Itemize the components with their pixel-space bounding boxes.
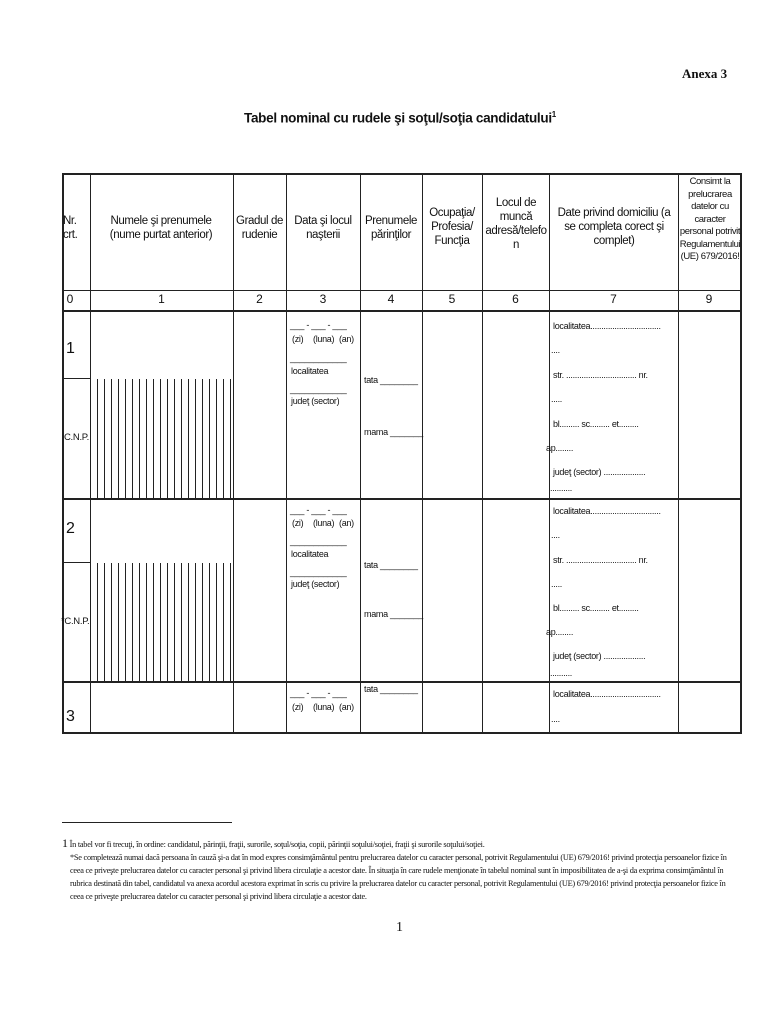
birth-date-line-1: ___ - ___ - ___ — [290, 320, 347, 330]
birth-zi-1: (zi) — [292, 334, 304, 344]
birth-blank-2b: ____________ — [290, 567, 347, 577]
parent-tata-3: tata ________ — [364, 684, 418, 694]
col-number-5: 5 — [448, 292, 456, 306]
annex-label: Anexa 3 — [682, 66, 728, 81]
parent-mama-1: mama _______ — [364, 427, 423, 437]
birth-zi-2: (zi) — [292, 518, 304, 528]
col-number-9: 9 — [705, 292, 713, 306]
header-domicile: Date privind domiciliu (a se completa corect şi complet) — [557, 207, 671, 247]
birth-blank-1a: ____________ — [290, 353, 347, 363]
birth-blank-2a: ____________ — [290, 536, 347, 546]
footnote-rule — [62, 822, 232, 823]
cnp-label-2: *C.N.P. — [61, 616, 90, 627]
dom-str-2: str. ................................ nr. — [553, 555, 648, 565]
dom-bl-2: bl......... sc......... et......... — [553, 603, 639, 613]
dom-cont2-1: ..... — [551, 394, 563, 404]
dom-judet-2: judeţ (sector) ................... — [553, 651, 646, 661]
page-title — [0, 110, 770, 126]
header-workplace: Locul de muncă adresă/telefo n — [485, 197, 547, 251]
footnote-1-text: În tabel vor fi trecuţi, în ordine: candidatul, părinţii, fraţii, surorile, soţul/soţia, copii, părinţii soţului/soţiei, fraţii şi surorile soţului/soţiei. — [69, 840, 485, 849]
birth-blank-1b: ____________ — [290, 384, 347, 394]
birth-localitatea-2: localitatea — [291, 549, 329, 559]
dom-cont1-2: .... — [551, 530, 560, 540]
page-number: 1 — [396, 920, 403, 935]
col-number-4: 4 — [387, 292, 395, 306]
dom-str-1: str. ................................ nr. — [553, 370, 648, 380]
cnp-label-1: C.N.P. — [64, 432, 89, 443]
dom-cont1-1: .... — [551, 345, 560, 355]
parent-tata-2: tata ________ — [364, 560, 418, 570]
birth-judet-2: judeţ (sector) — [291, 579, 340, 589]
header-consent: Consimt la prelucrarea datelor cu caracter personal potrivit Regulamentului (UE) 679/2016! — [679, 176, 741, 262]
dom-ap-2: ap........ — [546, 627, 574, 637]
col-number-6: 6 — [512, 292, 519, 306]
footnote-2: *Se completează numai dacă persoana în cauză şi-a dat în mod expres consimţământul pentru prelucrarea datelor cu caracter personal, potrivit Regulamentului (UE) 679/2016! privind protecţia persoanelor fizice în ceea ce priveşte prelucrarea datelor cu caracter personal şi privind libera circulaţie a acestor date. În situaţia în care rudele menţionate în tabelul nominal sunt în imposibilitatea de a-şi da exprima consimţământul în rubrica destinată din tabel, candidatul va anexa acordul acestora exprimat în scris cu privire la prelucrarea datelor cu caracter personal, potrivit Regulamentului (UE) 679/2016! privind protecţia persoanelor fizice în ceea ce priveşte prelucrarea datelor cu caracter personal şi privind libera circulaţie a acestor date. — [70, 853, 727, 901]
birth-zi-3: (zi) — [292, 702, 304, 712]
col-number-2: 2 — [256, 292, 263, 306]
birth-an-3: (an) — [339, 702, 354, 712]
dom-judet-1: judeţ (sector) ................... — [553, 467, 646, 477]
dom-cont2-2: ..... — [551, 579, 563, 589]
cnp-boxes-row1 — [90, 379, 234, 498]
header-relation: Gradul de rudenie — [236, 215, 283, 241]
dom-cont3-1: .......... — [550, 483, 573, 493]
header-birth: Data şi locul naşterii — [294, 215, 352, 241]
col-number-3: 3 — [319, 292, 327, 306]
dom-bl-1: bl......... sc......... et......... — [553, 419, 639, 429]
header-parents: Prenumele părinţilor — [364, 215, 417, 241]
row-number-2: 2 — [66, 520, 75, 537]
parent-mama-2: mama _______ — [364, 609, 423, 619]
row-number-1: 1 — [66, 340, 75, 357]
parent-tata-1: tata ________ — [364, 375, 418, 385]
dom-localitatea-2: localitatea................................ — [553, 506, 661, 516]
dom-cont1-3: .... — [551, 714, 560, 724]
dom-localitatea-3: localitatea................................ — [553, 689, 661, 699]
cnp-boxes-row2 — [90, 563, 234, 681]
row-number-3: 3 — [66, 708, 75, 725]
col-number-0: 0 — [66, 292, 74, 306]
dom-ap-1: ap........ — [546, 443, 574, 453]
birth-judet-1: judeţ (sector) — [291, 396, 340, 406]
title-text: Tabel nominal cu rudele şi soţul/soţia candidatului — [244, 110, 552, 126]
footnotes — [62, 837, 732, 903]
header-nr: Nr. crt. — [63, 215, 78, 241]
title-footnote-marker: 1 — [551, 110, 556, 119]
col-number-7: 7 — [610, 292, 617, 306]
birth-an-1: (an) — [339, 334, 354, 344]
birth-an-2: (an) — [339, 518, 354, 528]
dom-cont3-2: .......... — [550, 668, 573, 678]
col-number-1: 1 — [158, 292, 165, 306]
birth-luna-1: (luna) — [313, 334, 335, 344]
birth-luna-2: (luna) — [313, 518, 335, 528]
header-name: Numele şi prenumele (nume purtat anterior) — [109, 215, 213, 241]
birth-date-line-3: ___ - ___ - ___ — [290, 688, 347, 698]
footnote-marker: 1 — [62, 836, 68, 850]
birth-luna-3: (luna) — [313, 702, 335, 712]
birth-localitatea-1: localitatea — [291, 366, 329, 376]
birth-date-line-2: ___ - ___ - ___ — [290, 505, 347, 515]
header-occupation: Ocupaţia/ Profesia/ Funcţia — [429, 207, 475, 247]
dom-localitatea-1: localitatea................................ — [553, 321, 661, 331]
footnote-1 — [62, 837, 732, 851]
